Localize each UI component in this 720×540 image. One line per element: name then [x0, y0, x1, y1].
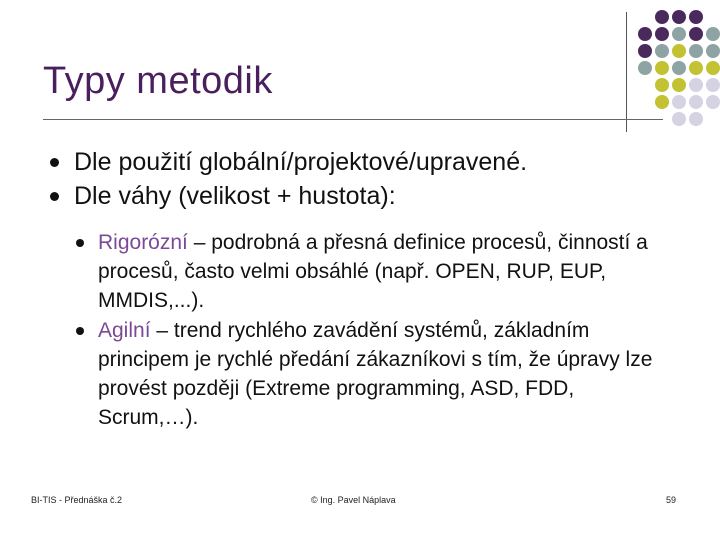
decorative-dot — [706, 61, 720, 75]
decorative-dot — [638, 78, 652, 92]
bullet-dot-icon — [76, 327, 84, 335]
decorative-dot — [672, 95, 686, 109]
bullet-item — [50, 179, 670, 213]
sub-bullet-term: Agilní — [98, 319, 151, 342]
decorative-dot — [689, 10, 703, 24]
sub-bullet-term: Rigorózní — [98, 231, 188, 254]
decorative-dot — [706, 112, 720, 126]
decorative-dot — [689, 61, 703, 75]
decorative-dot — [655, 61, 669, 75]
decorative-dot — [638, 95, 652, 109]
bullet-text: Dle použití globální/projektové/upravené. — [74, 148, 528, 176]
decorative-dot — [638, 61, 652, 75]
decorative-dot — [689, 44, 703, 58]
decorative-dot — [689, 78, 703, 92]
decorative-dot — [706, 10, 720, 24]
decorative-dot — [638, 44, 652, 58]
bullet-item — [50, 145, 670, 179]
decorative-dot — [672, 78, 686, 92]
title-underline — [43, 119, 663, 120]
bullet-text: Dle váhy (velikost + hustota): — [74, 182, 396, 210]
decorative-dot — [706, 95, 720, 109]
decorative-dot — [706, 78, 720, 92]
footer-course: BI-TIS - Přednáška č.2 — [31, 495, 123, 505]
decorative-dot — [672, 27, 686, 41]
sub-bullet-list — [76, 228, 676, 433]
vertical-divider — [626, 12, 627, 132]
decorative-dot — [672, 10, 686, 24]
decorative-dot — [672, 112, 686, 126]
decorative-dot — [655, 44, 669, 58]
slide-title: Typy metodik — [43, 60, 273, 102]
decorative-dot — [689, 95, 703, 109]
bullet-dot-icon — [76, 239, 84, 247]
decorative-dot — [706, 44, 720, 58]
bullet-dot-icon — [50, 158, 59, 167]
footer-page-number: 59 — [666, 495, 677, 505]
decorative-dot-grid — [638, 10, 720, 126]
footer-author: © Ing. Pavel Náplava — [311, 495, 396, 505]
decorative-dot — [655, 27, 669, 41]
sub-bullet-text: – trend rychlého zavádění systémů, základním principem je rychlé předání zákazníkovi s tím, že úpravy lze provést později (Extreme programming, ASD, FDD, Scrum,…). — [98, 319, 653, 429]
decorative-dot — [689, 112, 703, 126]
decorative-dot — [672, 44, 686, 58]
decorative-dot — [655, 95, 669, 109]
decorative-dot — [689, 27, 703, 41]
bullet-dot-icon — [50, 192, 59, 201]
decorative-dot — [672, 61, 686, 75]
sub-bullet-text: – podrobná a přesná definice procesů, činností a procesů, často velmi obsáhlé (např. OPEN, RUP, EUP, MMDIS,...). — [98, 231, 648, 312]
decorative-dot — [638, 27, 652, 41]
sub-bullet-item — [76, 316, 676, 432]
decorative-dot — [638, 112, 652, 126]
decorative-dot — [706, 27, 720, 41]
decorative-dot — [655, 112, 669, 126]
decorative-dot — [638, 10, 652, 24]
sub-bullet-item — [76, 228, 676, 315]
decorative-dot — [655, 78, 669, 92]
decorative-dot — [655, 10, 669, 24]
main-bullet-list — [50, 145, 670, 213]
